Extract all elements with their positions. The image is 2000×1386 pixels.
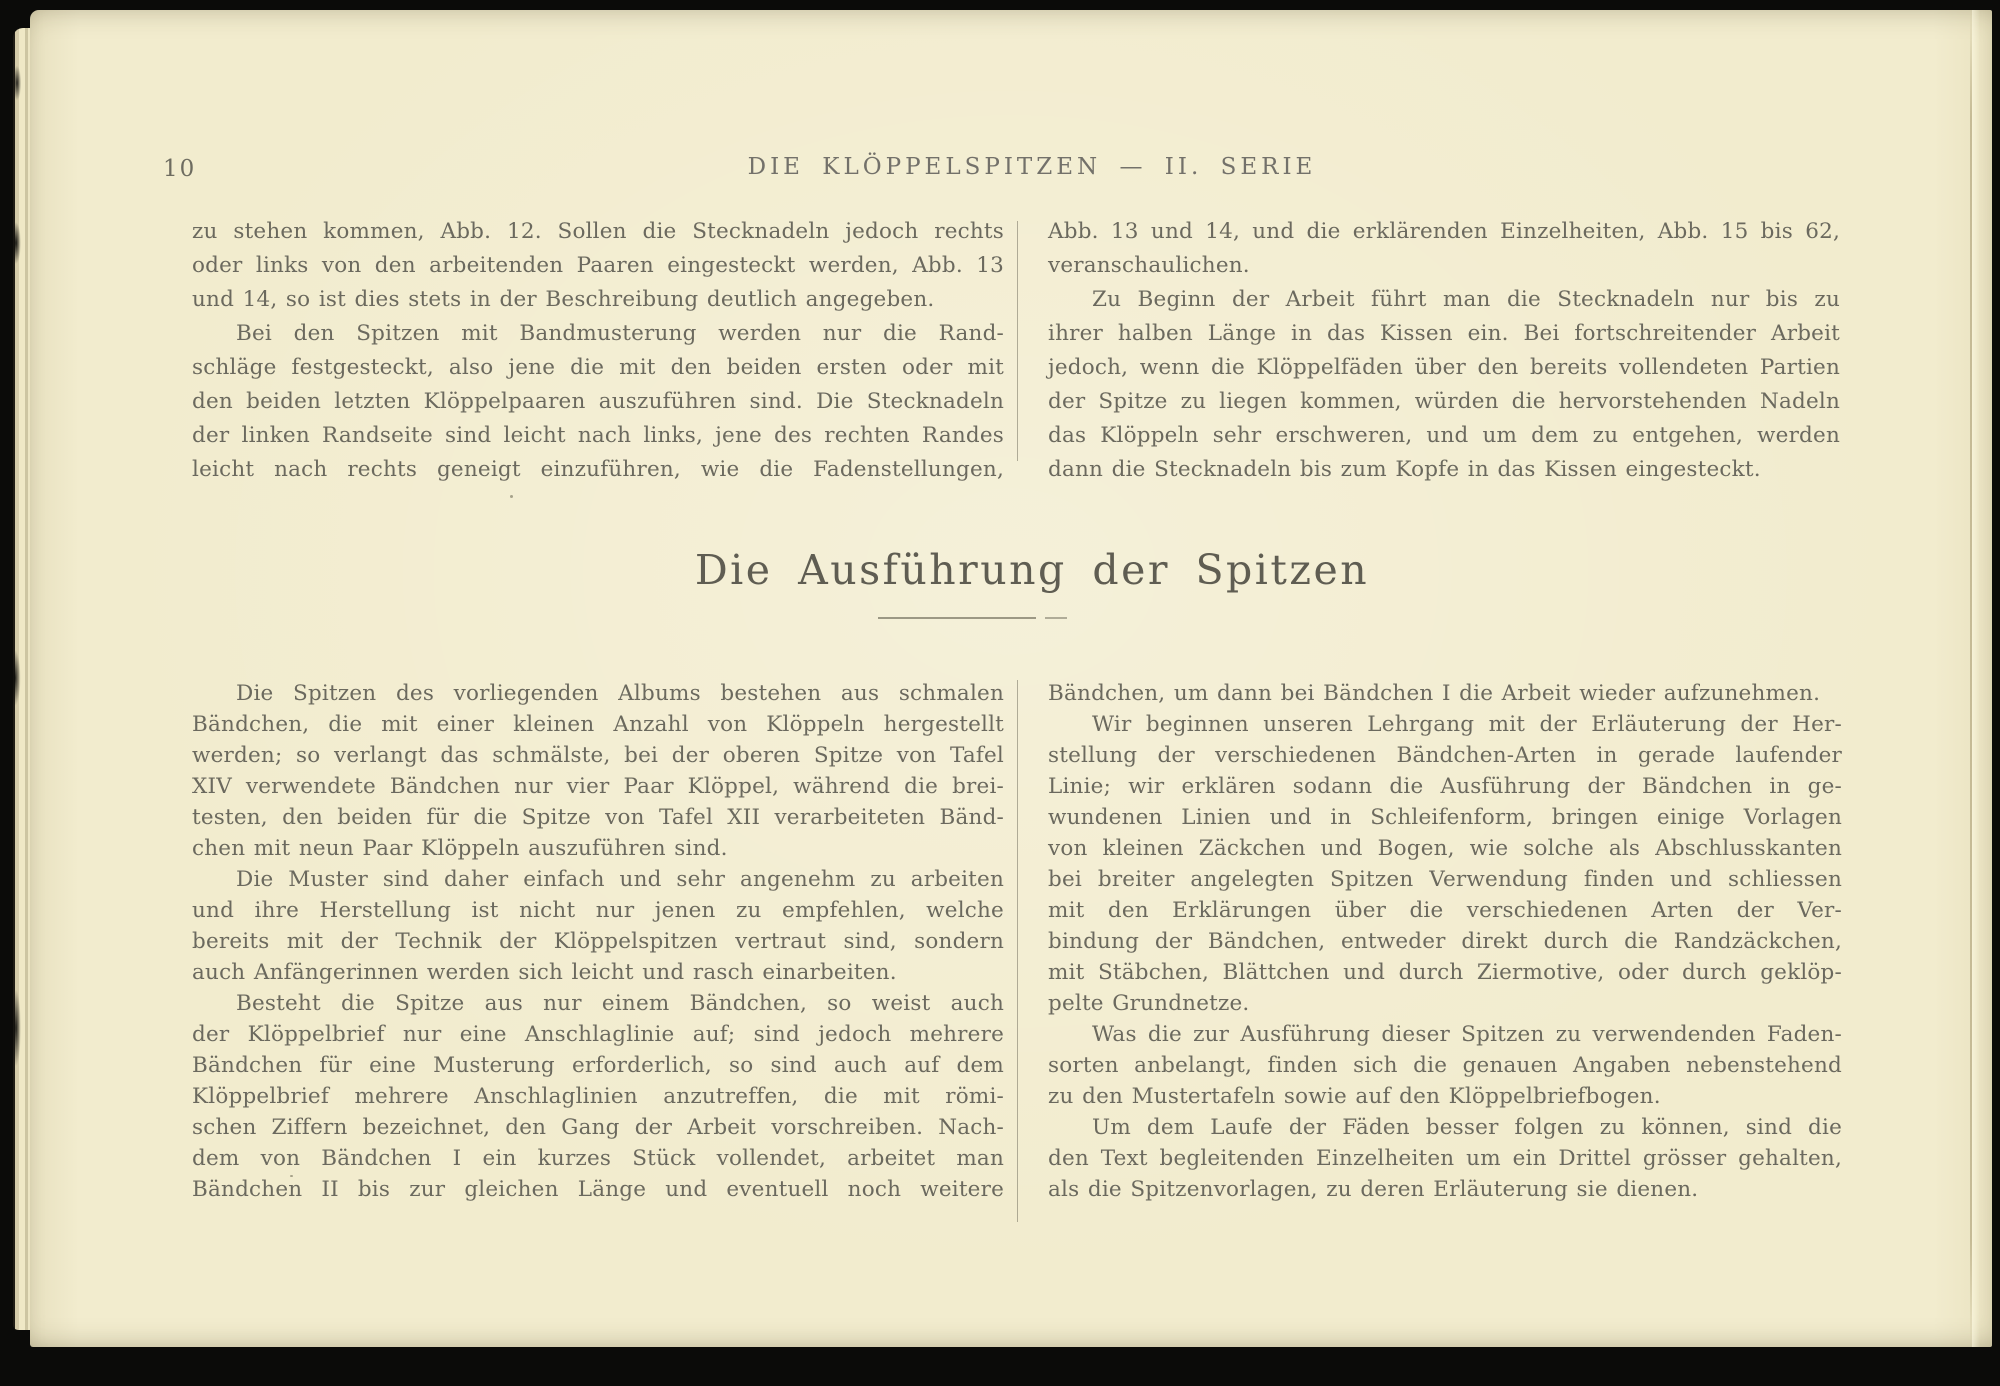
top-right-column [1048,215,1840,487]
text-line: Zu Beginn der Arbeit führt man die Stecknadeln nur bis zu [1092,287,1840,312]
text-line: pelte Grundnetze. [1048,991,1250,1016]
text-line: Klöppelbrief mehrere Anschlaglinien anzutreffen, die mit römi- [192,1084,1004,1109]
text-line: mit Stäbchen, Blättchen und durch Ziermotive, oder durch geklöp- [1048,960,1842,985]
text-line: leicht nach rechts geneigt einzuführen, wie die Fadenstellungen, [192,457,1004,482]
text-line: als die Spitzenvorlagen, zu deren Erläuterung sie dienen. [1048,1177,1699,1202]
paper-speck [290,1175,293,1177]
text-line: von kleinen Zäckchen und Bogen, wie solche als Abschlusskanten [1048,836,1842,861]
text-line: Besteht die Spitze aus nur einem Bändchen, so weist auch [236,991,1004,1016]
text-line: und 14, so ist dies stets in der Beschreibung deutlich angegeben. [192,287,935,312]
text-line: auch Anfängerinnen werden sich leicht und rasch einarbeiten. [192,960,897,985]
text-line: bei breiter angelegten Spitzen Verwendung finden und schliessen [1048,867,1842,892]
page-fold-highlight [1972,10,1980,1347]
book-page [30,10,1992,1347]
section-title-rule [878,617,1078,619]
text-line: Bändchen, um dann bei Bändchen I die Arbeit wieder aufzunehmen. [1048,681,1821,706]
text-line: Bändchen II bis zur gleichen Länge und eventuell noch weitere [192,1177,1004,1202]
text-line: dann die Stecknadeln bis zum Kopfe in das Kissen eingesteckt. [1048,457,1761,482]
text-line: testen, den beiden für die Spitze von Tafel XII verarbeiteten Bänd- [192,805,1004,830]
text-line: der Spitze zu liegen kommen, würden die hervorstehenden Nadeln [1048,389,1840,414]
text-line: werden; so verlangt das schmälste, bei der oberen Spitze von Tafel [192,743,1004,768]
top-text-block [192,215,1840,487]
text-line: chen mit neun Paar Klöppeln auszuführen sind. [192,836,728,861]
text-line: das Klöppeln sehr erschweren, und um dem zu entgehen, werden [1048,423,1840,448]
text-line: zu den Mustertafeln sowie auf den Klöppelbriefbogen. [1048,1084,1661,1109]
text-line: bindung der Bändchen, entweder direkt durch die Randzäckchen, [1048,929,1842,954]
text-line: wundenen Linien und in Schleifenform, bringen einige Vorlagen [1048,805,1842,830]
column-divider-top [1017,221,1018,461]
text-line: schläge festgesteckt, also jene die mit den beiden ersten oder mit [192,355,1004,380]
text-line: und ihre Herstellung ist nicht nur jenen zu empfehlen, welche [192,898,1004,923]
section-title: Die Ausführung der Spitzen [694,546,1370,594]
text-line: dem von Bändchen I ein kurzes Stück vollendet, arbeitet man [192,1146,1004,1171]
text-line: den beiden letzten Klöppelpaaren auszuführen sind. Die Stecknadeln [192,389,1004,414]
text-line: Linie; wir erklären sodann die Ausführung der Bändchen in ge- [1048,774,1842,799]
main-left-column [192,678,1004,1222]
column-divider-main [1017,680,1018,1222]
text-line: der linken Randseite sind leicht nach links, jene des rechten Randes [192,423,1004,448]
text-line: Bei den Spitzen mit Bandmusterung werden nur die Rand- [236,321,1004,346]
text-line: Die Spitzen des vorliegenden Albums bestehen aus schmalen [236,681,1004,706]
text-line: Bändchen, die mit einer kleinen Anzahl von Klöppeln hergestellt [192,712,1004,737]
text-line: zu stehen kommen, Abb. 12. Sollen die Stecknadeln jedoch rechts [192,219,1004,244]
main-text-block [192,678,1842,1222]
text-line: XIV verwendete Bändchen nur vier Paar Klöppel, während die brei- [192,774,1004,799]
text-line: mit den Erklärungen über die verschiedenen Arten der Ver- [1048,898,1842,923]
text-line: Bändchen für eine Musterung erforderlich, so sind auch auf dem [192,1053,1004,1078]
text-line: den Text begleitenden Einzelheiten um ein Drittel grösser gehalten, [1048,1146,1842,1171]
text-line: Was die zur Ausführung dieser Spitzen zu verwendenden Faden- [1092,1022,1842,1047]
text-line: der Klöppelbrief nur eine Anschlaglinie auf; sind jedoch mehrere [192,1022,1004,1047]
text-line: jedoch, wenn die Klöppelfäden über den bereits vollendeten Partien [1048,355,1840,380]
text-line: schen Ziffern bezeichnet, den Gang der Arbeit vorschreiben. Nach- [192,1115,1004,1140]
text-line: ihrer halben Länge in das Kissen ein. Bei fortschreitender Arbeit [1048,321,1840,346]
running-header: DIE KLÖPPELSPITZEN — II. SERIE [747,154,1317,180]
text-line: Wir beginnen unseren Lehrgang mit der Erläuterung der Her- [1092,712,1842,737]
paper-speck [510,495,513,498]
main-right-column [1048,678,1842,1222]
text-line: Die Muster sind daher einfach und sehr angenehm zu arbeiten [236,867,1004,892]
top-left-column [192,215,1004,487]
text-line: oder links von den arbeitenden Paaren eingesteckt werden, Abb. 13 [192,253,1004,278]
text-line: stellung der verschiedenen Bändchen-Arten in gerade laufender [1048,743,1842,768]
text-line: Um dem Laufe der Fäden besser folgen zu können, sind die [1092,1115,1842,1140]
text-line: Abb. 13 und 14, und die erklärenden Einzelheiten, Abb. 15 bis 62, [1048,219,1840,244]
text-line: veranschaulichen. [1048,253,1250,278]
text-line: bereits mit der Technik der Klöppelspitzen vertraut sind, sondern [192,929,1004,954]
text-line: sorten anbelangt, finden sich die genauen Angaben nebenstehend [1048,1053,1842,1078]
page-number: 10 [163,156,197,182]
rule-segment-short [1045,617,1067,618]
rule-segment-long [878,617,1036,619]
